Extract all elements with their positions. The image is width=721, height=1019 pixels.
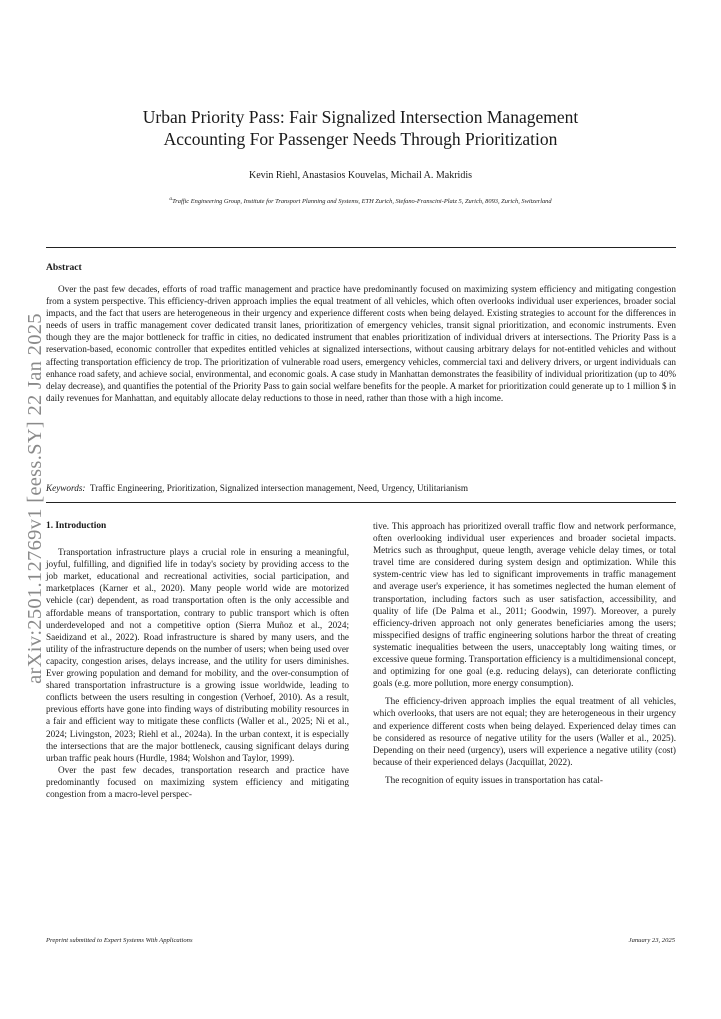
intro-paragraph-2: Over the past few decades, transportation research and practice have predominantly focused on maximizing system efficiency and mitigating congestion from a macro-level perspec- — [46, 764, 349, 799]
right-column — [373, 520, 676, 786]
section-heading-introduction: 1. Introduction — [46, 521, 107, 531]
intro-paragraph-2-continued: tive. This approach has prioritized overall traffic flow and network performance, often overlooking individual user experiences and broader societal impacts. Metrics such as throughput, queue length, average vehicle delay times, or total travel time are considered during system design and optimization. While this system-centric view has led to significant improvements in traffic management and average user's experience, it has sometimes neglected the human element of transportation, including factors such as user satisfaction, accessibility, and quality of life (De Palma et al., 2011; Goodwin, 1997). Moreover, a purely efficiency-driven approach not only generates beneficiaries among the users; misspecified designs of traffic engineering solutions harbor the threat of creating systematic inequalities between the users, unacceptably long waiting times, or excessive queue forming. Transportation efficiency is a multidimensional concept, and optimizing for one goal (e.g. reducing delays), can deteriorate conflicting goals (e.g. more pollution, more energy consumption). — [373, 521, 676, 689]
intro-paragraph-1: Transportation infrastructure plays a crucial role in ensuring a meaningful, joyful, fulfilling, and dignified life in today's society by providing access to the job market, educational and recreational activities, social participation, and marketplaces (Karner et al., 2020). Many people world wide are motorized vehicle (car) dependent, as road transportation often is the only accessible and affordable means of transportation, contrary to public transport which is often underdeveloped and not a competitive option (Sierra Muñoz et al., 2024; Saeidizand et al., 2022). Road infrastructure is shared by many users, and the utility of the infrastructure depends on the number of users; when being used over capacity, congestion arises, delays increase, and the utility for users diminishes. Ever growing population and demand for mobility, and the over-consumption of shared transportation infrastructure is a growing issue worldwide, leading to conflicts between the users resulting in congestion (Verhoef, 2010). As a result, previous efforts have gone into finding ways of distributing mobility resources in a fair and efficient way to mitigate these conflicts (Waller et al., 2025; Ni et al., 2024; Livingston, 2023; Riehl et al., 2024a). In the urban context, it is especially the intersections that are the major bottleneck, causing significant delays during urban traffic peak hours (Hurdle, 1984; Wolshon and Taylor, 1999). — [46, 547, 349, 763]
top-rule — [46, 247, 676, 248]
abstract-body: Over the past few decades, efforts of road traffic management and practice have predominantly focused on maximizing system efficiency and mitigating congestion from a system perspective. This efficiency-driven approach implies the equal treatment of all vehicles, which often overlooks individual user experiences, broader social impacts, and the fact that users are heterogeneous in their urgency and experience different costs when being delayed. Existing strategies to account for the differences in needs of users in traffic management cover dedicated transit lanes, prioritization of emergency vehicles, transit signal prioritization, and economic instruments. Even though they are the major bottleneck for traffic in cities, no dedicated instrument that enables prioritization of individual drivers at intersections. The Priority Pass is a reservation-based, economic controller that expedites entitled vehicles at signalized intersections, without causing arbitrary delays for not-entitled vehicles and without affecting transportation efficiency de trop. The prioritization of vulnerable road users, emergency vehicles, commercial taxi and delivery drivers, or urgent individuals can enhance road safety, and achieve social, environmental, and economic goals. A case study in Manhattan demonstrates the feasibility of individual prioritization (up to 40% delay decrease), and quantifies the potential of the Priority Pass to gain social welfare benefits for the people. A market for prioritization could generate up to 1 million $ in daily revenues for Manhattan, and equitably allocate delay reductions to those in need, rather than those with a high income. — [46, 284, 676, 403]
arxiv-stamp-text: arXiv:2501.12769v1 [eess.SY] 22 Jan 2025 — [23, 312, 46, 684]
left-column — [46, 520, 349, 800]
intro-paragraph-3: The efficiency-driven approach implies the equal treatment of all vehicles, which overlooks, that users are not equal; they are heterogeneous in their urgency and experience different costs when being delayed. Experienced delay times can be considered as resource of negative utility for the users (Waller et al., 2025). Depending on their need (urgency), users will experience a negative utility (cost) because of their experienced delays (Jacquillat, 2022). — [373, 696, 676, 767]
footer-preprint-note: Preprint submitted to Expert Systems With Applications — [46, 937, 193, 944]
intro-paragraph-4: The recognition of equity issues in transportation has catal- — [385, 774, 603, 785]
title-line-1: Urban Priority Pass: Fair Signalized Intersection Management — [142, 107, 579, 127]
footer-date: January 23, 2025 — [628, 937, 675, 944]
keywords — [46, 483, 676, 493]
title-line-2: Accounting For Passenger Needs Through Prioritization — [163, 129, 558, 149]
keywords-text: Traffic Engineering, Prioritization, Signalized intersection management, Need, Urgency, Utilitarianism — [89, 483, 469, 493]
affiliation-mark: a — [169, 196, 173, 202]
abstract-heading: Abstract — [46, 262, 82, 273]
affiliation-text: Traffic Engineering Group, Institute for Transport Planning and Systems, ETH Zurich, Stefano-Franscini-Platz 5, Zurich, 8093, Zurich, Switzerland — [172, 198, 552, 206]
abstract-bottom-rule — [46, 502, 676, 503]
paper-title — [60, 106, 661, 150]
author-list: Kevin Riehl, Anastasios Kouvelas, Michail A. Makridis — [248, 170, 473, 181]
keywords-label: Keywords: — [46, 483, 86, 493]
affiliation — [50, 196, 671, 205]
